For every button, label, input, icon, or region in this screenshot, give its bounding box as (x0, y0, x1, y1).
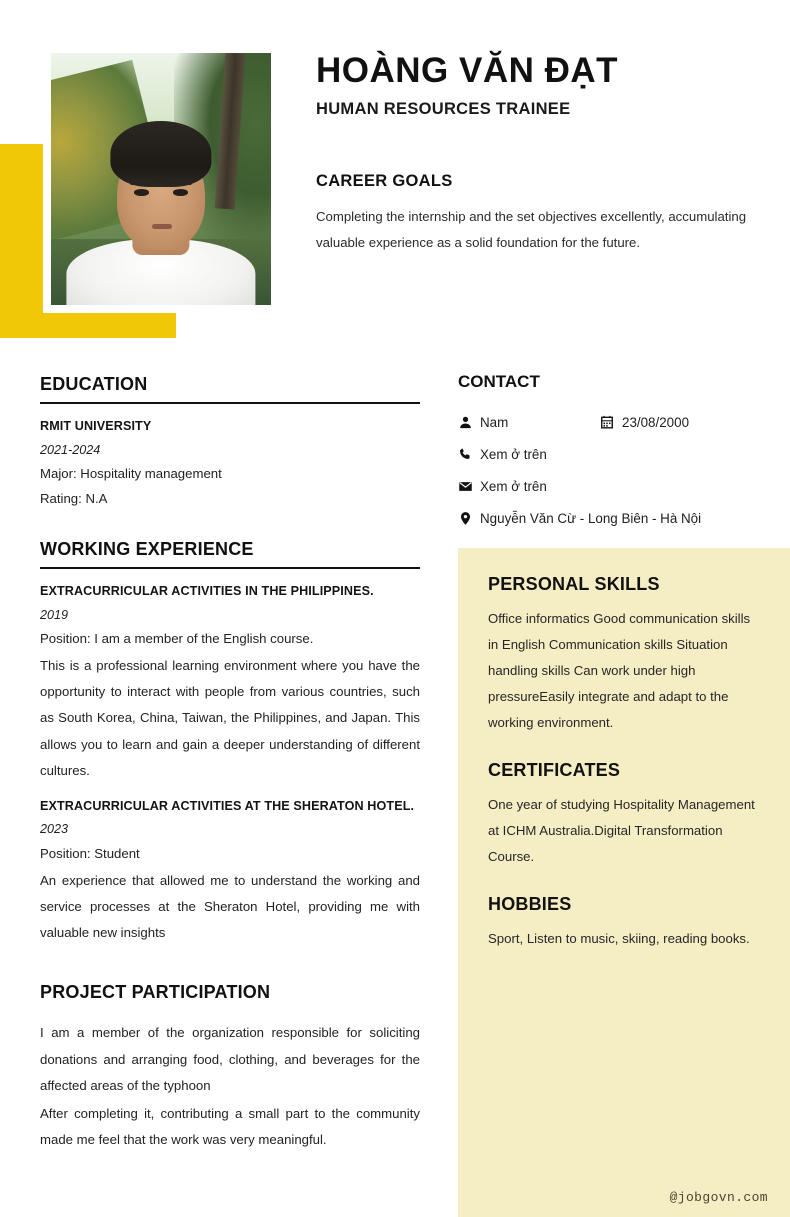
profile-photo (51, 53, 271, 305)
left-column (40, 374, 420, 1153)
certificates-heading: CERTIFICATES (488, 760, 621, 780)
photo-person-eyebrow-left (130, 179, 152, 185)
experience-year: 2023 (40, 822, 69, 837)
certificates-section (488, 760, 760, 870)
skills-panel (458, 548, 790, 1217)
project-participation-heading: PROJECT PARTICIPATION (40, 982, 271, 1003)
hobbies-section (488, 894, 760, 952)
education-rating: Rating: N.A (40, 491, 108, 507)
hobbies-text: Sport, Listen to music, skiing, reading books. (488, 931, 750, 946)
contact-address-value: Nguyễn Văn Cừ - Long Biên - Hà Nội (480, 510, 702, 526)
career-goals-text: Completing the internship and the set objectives excellently, accumulating valuable experience as a solid foundation for the future. (316, 209, 747, 251)
education-rule (40, 402, 420, 404)
contact-row-gender-birthdate (458, 406, 790, 438)
working-experience-heading: WORKING EXPERIENCE (40, 538, 254, 559)
candidate-role: HUMAN RESOURCES TRAINEE (316, 99, 571, 118)
certificates-text: One year of studying Hospitality Management at ICHM Australia.Digital Transformation Course. (488, 797, 755, 864)
experience-entry (40, 796, 420, 947)
contact-email-value: Xem ở trên (480, 478, 547, 494)
working-experience-section (40, 539, 420, 946)
hobbies-heading: HOBBIES (488, 894, 572, 914)
career-goals-heading: CAREER GOALS (316, 172, 453, 190)
experience-year: 2019 (40, 607, 69, 622)
contact-row-address (458, 502, 790, 534)
experience-position: Position: Student (40, 846, 140, 862)
education-heading: EDUCATION (40, 374, 148, 394)
education-school: RMIT UNIVERSITY (40, 419, 152, 433)
phone-icon (458, 447, 480, 461)
experience-title: EXTRACURRICULAR ACTIVITIES AT THE SHERATON HOTEL. (40, 798, 415, 813)
working-experience-rule (40, 567, 420, 569)
calendar-icon (600, 415, 622, 429)
personal-skills-text: Office informatics Good communication skills in English Communication skills Situation handling skills Can work under high pressureEasily integrate and adapt to the working environment. (488, 611, 751, 730)
experience-entry (40, 581, 420, 784)
career-goals-section (316, 172, 758, 256)
candidate-name: HOÀNG VĂN ĐẠT (316, 51, 619, 90)
contact-gender-value: Nam (480, 414, 509, 430)
experience-description: This is a professional learning environment where you have the opportunity to interact with people from various countries, such as South Korea, China, Taiwan, the Philippines, and Japan. This allows you to learn and gain a deeper understanding of different cultures. (40, 658, 420, 778)
experience-position: Position: I am a member of the English course. (40, 631, 314, 647)
contact-gender (458, 415, 600, 430)
location-pin-icon (458, 511, 480, 526)
personal-skills-heading: PERSONAL SKILLS (488, 574, 660, 594)
watermark: @jobgovn.com (669, 1190, 768, 1205)
photo-person-eye-right (173, 189, 188, 196)
education-entry (40, 416, 420, 511)
contact-row-email (458, 470, 790, 502)
experience-title: EXTRACURRICULAR ACTIVITIES IN THE PHILIPPINES. (40, 583, 374, 598)
project-paragraph: I am a member of the organization responsible for soliciting donations and arranging food, clothing, and beverages for the affected areas of the typhoon (40, 1025, 420, 1093)
envelope-icon (458, 479, 480, 494)
photo-person-eye-left (134, 189, 149, 196)
contact-phone-value: Xem ở trên (480, 446, 547, 462)
project-participation-section (40, 982, 420, 1153)
education-years: 2021-2024 (40, 442, 101, 457)
project-paragraph: After completing it, contributing a small part to the community made me feel that the work was very meaningful. (40, 1105, 420, 1147)
resume-header (0, 0, 790, 350)
profile-photo-frame (43, 45, 279, 313)
contact-row-phone (458, 438, 790, 470)
person-icon (458, 415, 480, 430)
photo-person-mouth (152, 224, 172, 229)
education-section (40, 374, 420, 511)
education-major: Major: Hospitality management (40, 466, 222, 482)
personal-skills-section (488, 574, 760, 736)
contact-birthdate-value: 23/08/2000 (622, 414, 690, 430)
right-column (458, 372, 790, 534)
contact-list (458, 406, 790, 534)
contact-birthdate (600, 415, 689, 430)
name-block (316, 52, 766, 119)
contact-heading: CONTACT (458, 372, 540, 391)
experience-description: An experience that allowed me to understand the working and service processes at the Sheraton Hotel, providing me with valuable new insights (40, 872, 420, 941)
photo-person-hair (110, 121, 211, 187)
photo-person-eyebrow-right (170, 179, 192, 185)
